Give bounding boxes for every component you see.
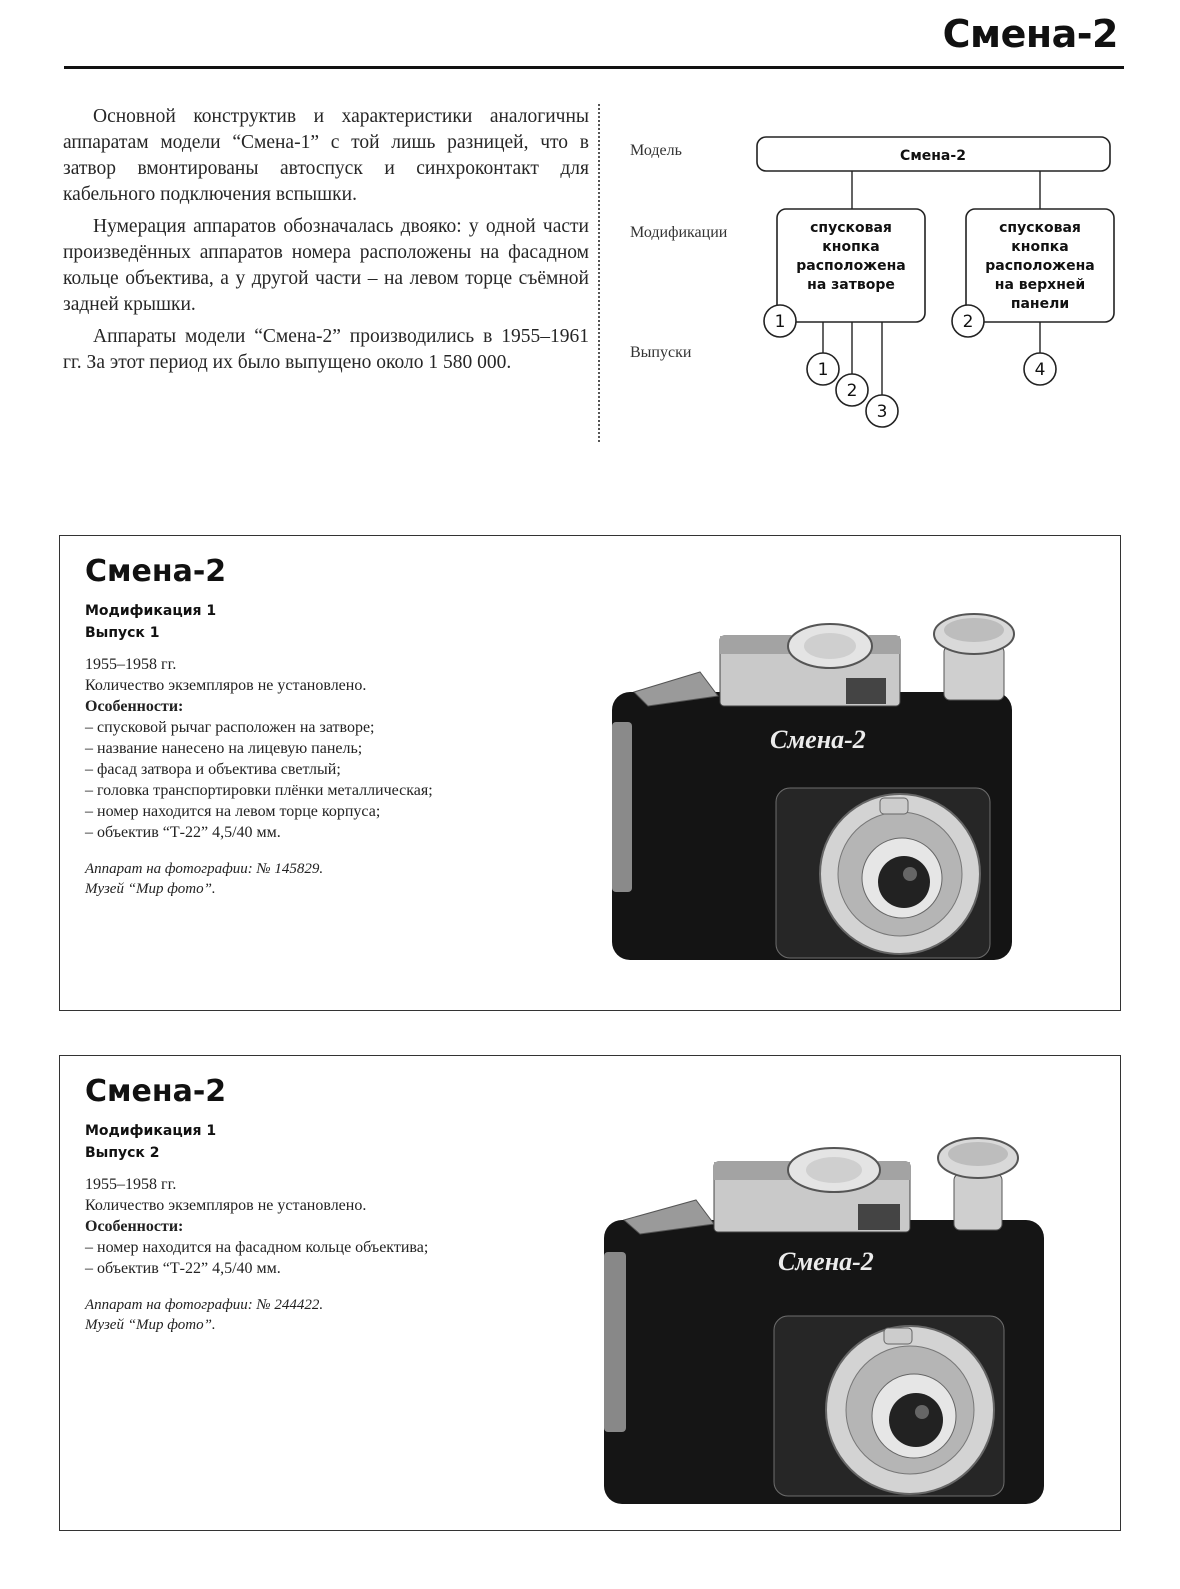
camera-card-release-1: [59, 535, 1121, 1011]
modification-1-line: кнопка: [822, 239, 880, 255]
photo-caption: [85, 1295, 605, 1335]
modification-2-line: расположена: [985, 258, 1095, 274]
features-heading: Особенности:: [85, 698, 184, 715]
modification-number: 2: [962, 312, 974, 332]
feature-item: – название нанесено на лицевую панель;: [85, 738, 605, 759]
modification-1-line: расположена: [796, 258, 906, 274]
release-number: 1: [817, 360, 829, 380]
card-release: Выпуск 2: [85, 1145, 160, 1161]
modification-2-line: спусковая: [999, 220, 1081, 236]
card-subtitle: [85, 600, 216, 644]
modification-2-line: на верхней: [994, 277, 1086, 293]
camera-name-label: Смена-2: [770, 725, 866, 754]
schema-label-modifications: Модификации: [630, 224, 728, 241]
schema-label-model: Модель: [630, 142, 682, 159]
photo-number: Аппарат на фотографии: № 244422.: [85, 1297, 324, 1313]
card-years: 1955–1958 гг.: [85, 656, 177, 673]
modification-1-line: спусковая: [810, 220, 892, 236]
feature-item: – спусковой рычаг расположен на затворе;: [85, 717, 605, 738]
feature-item: – номер находится на фасадном кольце объектива;: [85, 1237, 605, 1258]
modification-2-line: панели: [1010, 296, 1070, 312]
camera-name-label: Смена-2: [778, 1247, 874, 1276]
features-list: [85, 717, 605, 843]
photo-caption: [85, 859, 605, 899]
modification-diagram: [0, 0, 1180, 460]
photo-number: Аппарат на фотографии: № 145829.: [85, 861, 324, 877]
release-number: 3: [876, 402, 888, 422]
page-title: Смена-2: [942, 12, 1118, 56]
feature-item: – фасад затвора и объектива светлый;: [85, 759, 605, 780]
card-modification: Модификация 1: [85, 1123, 217, 1139]
features-list: [85, 1237, 605, 1279]
card-quantity: Количество экземпляров не установлено.: [85, 1197, 367, 1214]
feature-item: – головка транспортировки плёнки металлическая;: [85, 780, 605, 801]
card-title: Смена-2: [85, 554, 227, 589]
feature-item: – объектив “Т-22” 4,5/40 мм.: [85, 822, 605, 843]
intro-paragraph: Основной конструктив и характеристики аналогичны аппаратам модели “Смена-1” с той лишь разницей, что в затвор вмонтированы автоспуск и синхроконтакт для кабельного подключения вспышки.: [63, 106, 589, 205]
modification-number: 1: [774, 312, 786, 332]
modification-1-line: на затворе: [807, 277, 895, 293]
card-subtitle: [85, 1120, 216, 1164]
release-number: 4: [1034, 360, 1046, 380]
modification-2-line: кнопка: [1011, 239, 1069, 255]
museum-credit: Музей “Мир фото”.: [85, 881, 216, 897]
features-heading: Особенности:: [85, 1218, 184, 1235]
camera-photo: [598, 1128, 1072, 1508]
card-body: [85, 654, 605, 899]
card-title: Смена-2: [85, 1074, 227, 1109]
camera-photo: [608, 606, 1048, 966]
feature-item: – номер находится на левом торце корпуса;: [85, 801, 605, 822]
card-modification: Модификация 1: [85, 603, 217, 619]
release-number: 2: [846, 381, 858, 401]
camera-card-release-2: [59, 1055, 1121, 1531]
schema-label-releases: Выпуски: [630, 344, 692, 361]
feature-item: – объектив “Т-22” 4,5/40 мм.: [85, 1258, 605, 1279]
card-quantity: Количество экземпляров не установлено.: [85, 677, 367, 694]
model-box-label: Смена-2: [900, 148, 966, 164]
museum-credit: Музей “Мир фото”.: [85, 1317, 216, 1333]
intro-paragraph: Нумерация аппаратов обозначалась двояко: у одной части произведённых аппаратов номера расположены на фасадном кольце объектива, а у другой части – на левом торце съёмной задней крышки.: [63, 216, 589, 315]
intro-paragraph: Аппараты модели “Смена-2” производились в 1955–1961 гг. За этот период их было выпущено около 1 580 000.: [63, 326, 589, 373]
card-body: [85, 1174, 605, 1335]
card-release: Выпуск 1: [85, 625, 160, 641]
card-years: 1955–1958 гг.: [85, 1176, 177, 1193]
